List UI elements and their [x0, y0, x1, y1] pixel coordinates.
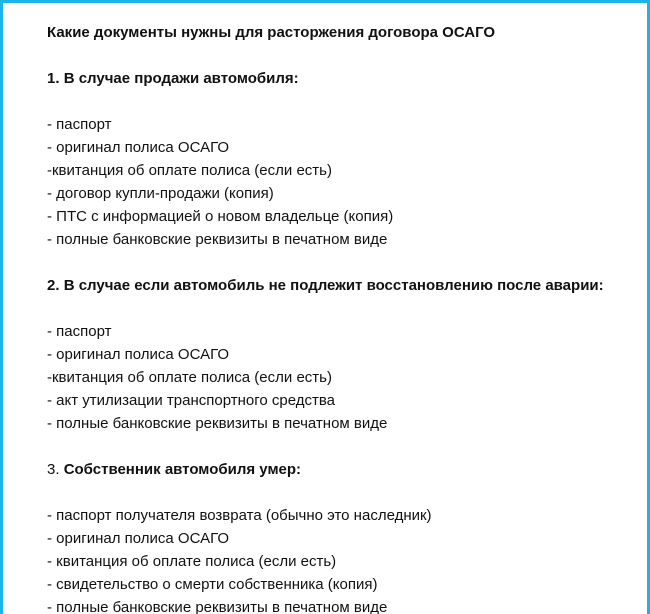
- section-sale: [47, 67, 641, 251]
- list-item: - свидетельство о смерти собственника (копия): [47, 576, 378, 593]
- section-heading: В случае продажи автомобиля:: [63, 70, 299, 87]
- section-total-loss: [47, 274, 641, 435]
- list-item: - полные банковские реквизиты в печатном виде: [47, 415, 388, 432]
- list-item: - квитанция об оплате полиса (если есть): [47, 553, 337, 570]
- list-item: - оригинал полиса ОСАГО: [47, 346, 230, 363]
- section-number: 1.: [47, 70, 60, 87]
- list-item: - паспорт получателя возврата (обычно это наследник): [47, 507, 432, 524]
- document-title: Какие документы нужны для расторжения договора ОСАГО: [47, 24, 496, 41]
- section-number: 2.: [47, 277, 60, 294]
- list-item: - полные банковские реквизиты в печатном виде: [47, 599, 388, 614]
- section-number: 3.: [47, 461, 60, 478]
- list-item: -квитанция об оплате полиса (если есть): [47, 369, 332, 386]
- list-item: - договор купли-продажи (копия): [47, 185, 274, 202]
- document-content: [47, 21, 641, 614]
- section-title: [47, 67, 641, 90]
- section-title: [47, 274, 641, 297]
- section-owner-died: [47, 458, 641, 614]
- list-item: -квитанция об оплате полиса (если есть): [47, 162, 332, 179]
- list-item: - оригинал полиса ОСАГО: [47, 139, 230, 156]
- list-item: - паспорт: [47, 323, 112, 340]
- list-item: - акт утилизации транспортного средства: [47, 392, 335, 409]
- list-item: - ПТС с информацией о новом владельце (копия): [47, 208, 394, 225]
- list-item: - паспорт: [47, 116, 112, 133]
- section-heading: В случае если автомобиль не подлежит восстановлению после аварии:: [63, 277, 604, 294]
- list-item: - оригинал полиса ОСАГО: [47, 530, 230, 547]
- section-heading: Собственник автомобиля умер:: [63, 461, 302, 478]
- section-title: [47, 458, 641, 481]
- list-item: - полные банковские реквизиты в печатном виде: [47, 231, 388, 248]
